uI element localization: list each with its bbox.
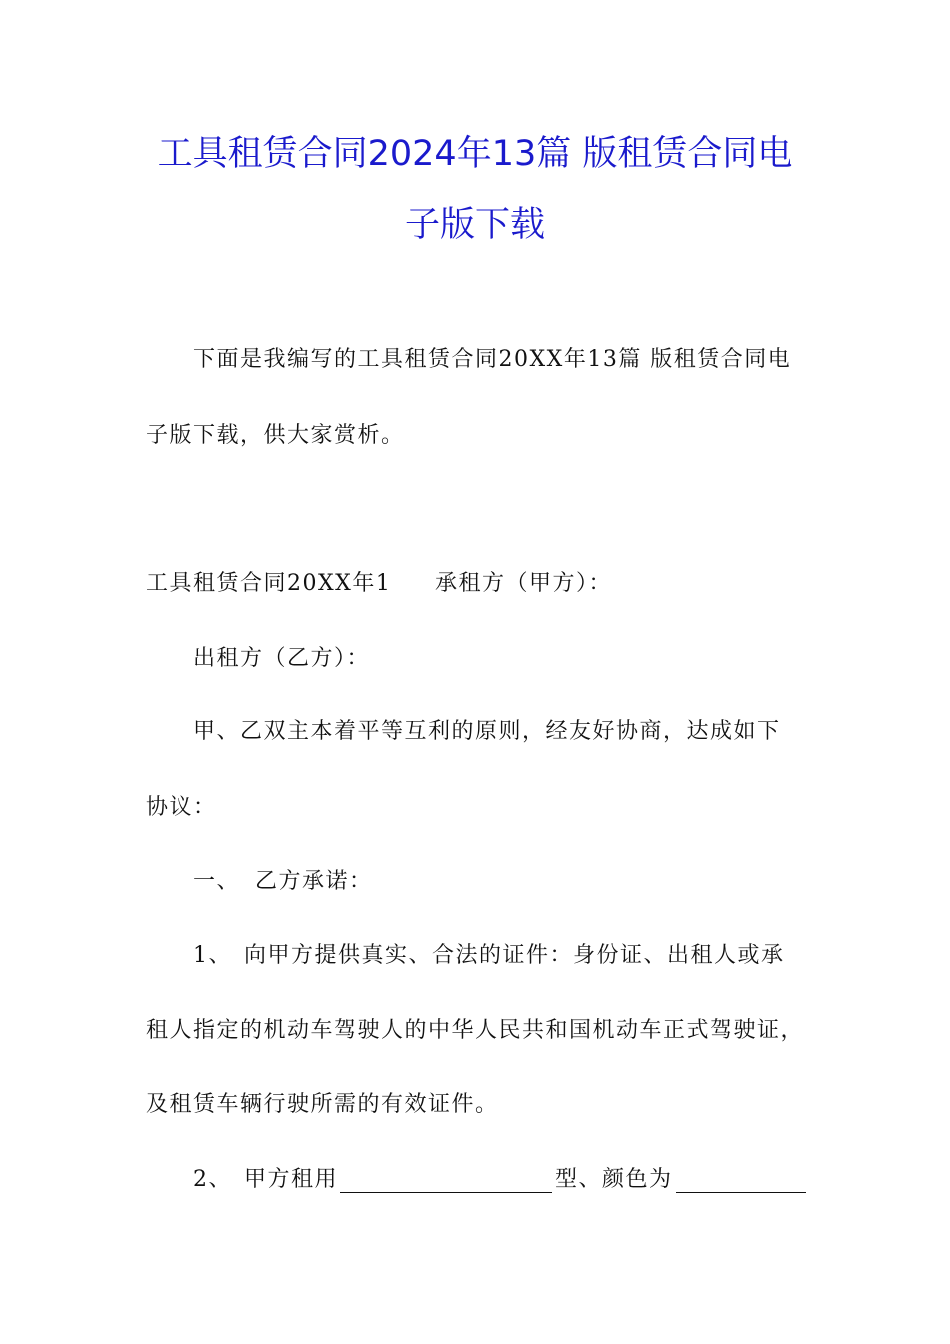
section-one-title: 乙方承诺： <box>255 869 373 894</box>
item-2-text-b: 型、颜色为 <box>555 1167 673 1192</box>
document-title-line-2: 子版下载 <box>404 205 545 245</box>
item-2-blank-color <box>676 1170 806 1193</box>
item-1-line-1: 向甲方提供真实、合法的证件：身份证、出租人或承 <box>244 943 785 968</box>
item-2-number: 2、 <box>193 1167 232 1192</box>
item-1-number: 1、 <box>193 943 232 968</box>
intro-paragraph-line-1: 下面是我编写的工具租赁合同20XX年13篇 版租赁合同电 <box>193 347 792 372</box>
item-1-line-3: 及租赁车辆行驶所需的有效证件。 <box>146 1092 499 1117</box>
intro-paragraph-line-2: 子版下载，供大家赏析。 <box>146 423 405 448</box>
item-2-blank-model <box>340 1170 552 1193</box>
principle-paragraph-line-1: 甲、乙双主本着平等互利的原则，经友好协商，达成如下 <box>193 719 781 744</box>
contract-heading: 工具租赁合同20XX年1 <box>146 571 392 596</box>
section-one-number: 一、 <box>193 869 241 894</box>
document-title-line-1: 工具租赁合同2024年13篇 版租赁合同电 <box>157 134 793 174</box>
lessor-label: 出租方（乙方）： <box>193 646 371 671</box>
item-2-text-a: 甲方租用 <box>244 1167 339 1192</box>
principle-paragraph-line-2: 协议： <box>146 795 217 820</box>
lessee-label: 承租方（甲方）： <box>435 571 613 596</box>
item-1-line-2: 租人指定的机动车驾驶人的中华人民共和国机动车正式驾驶证， <box>146 1018 805 1043</box>
